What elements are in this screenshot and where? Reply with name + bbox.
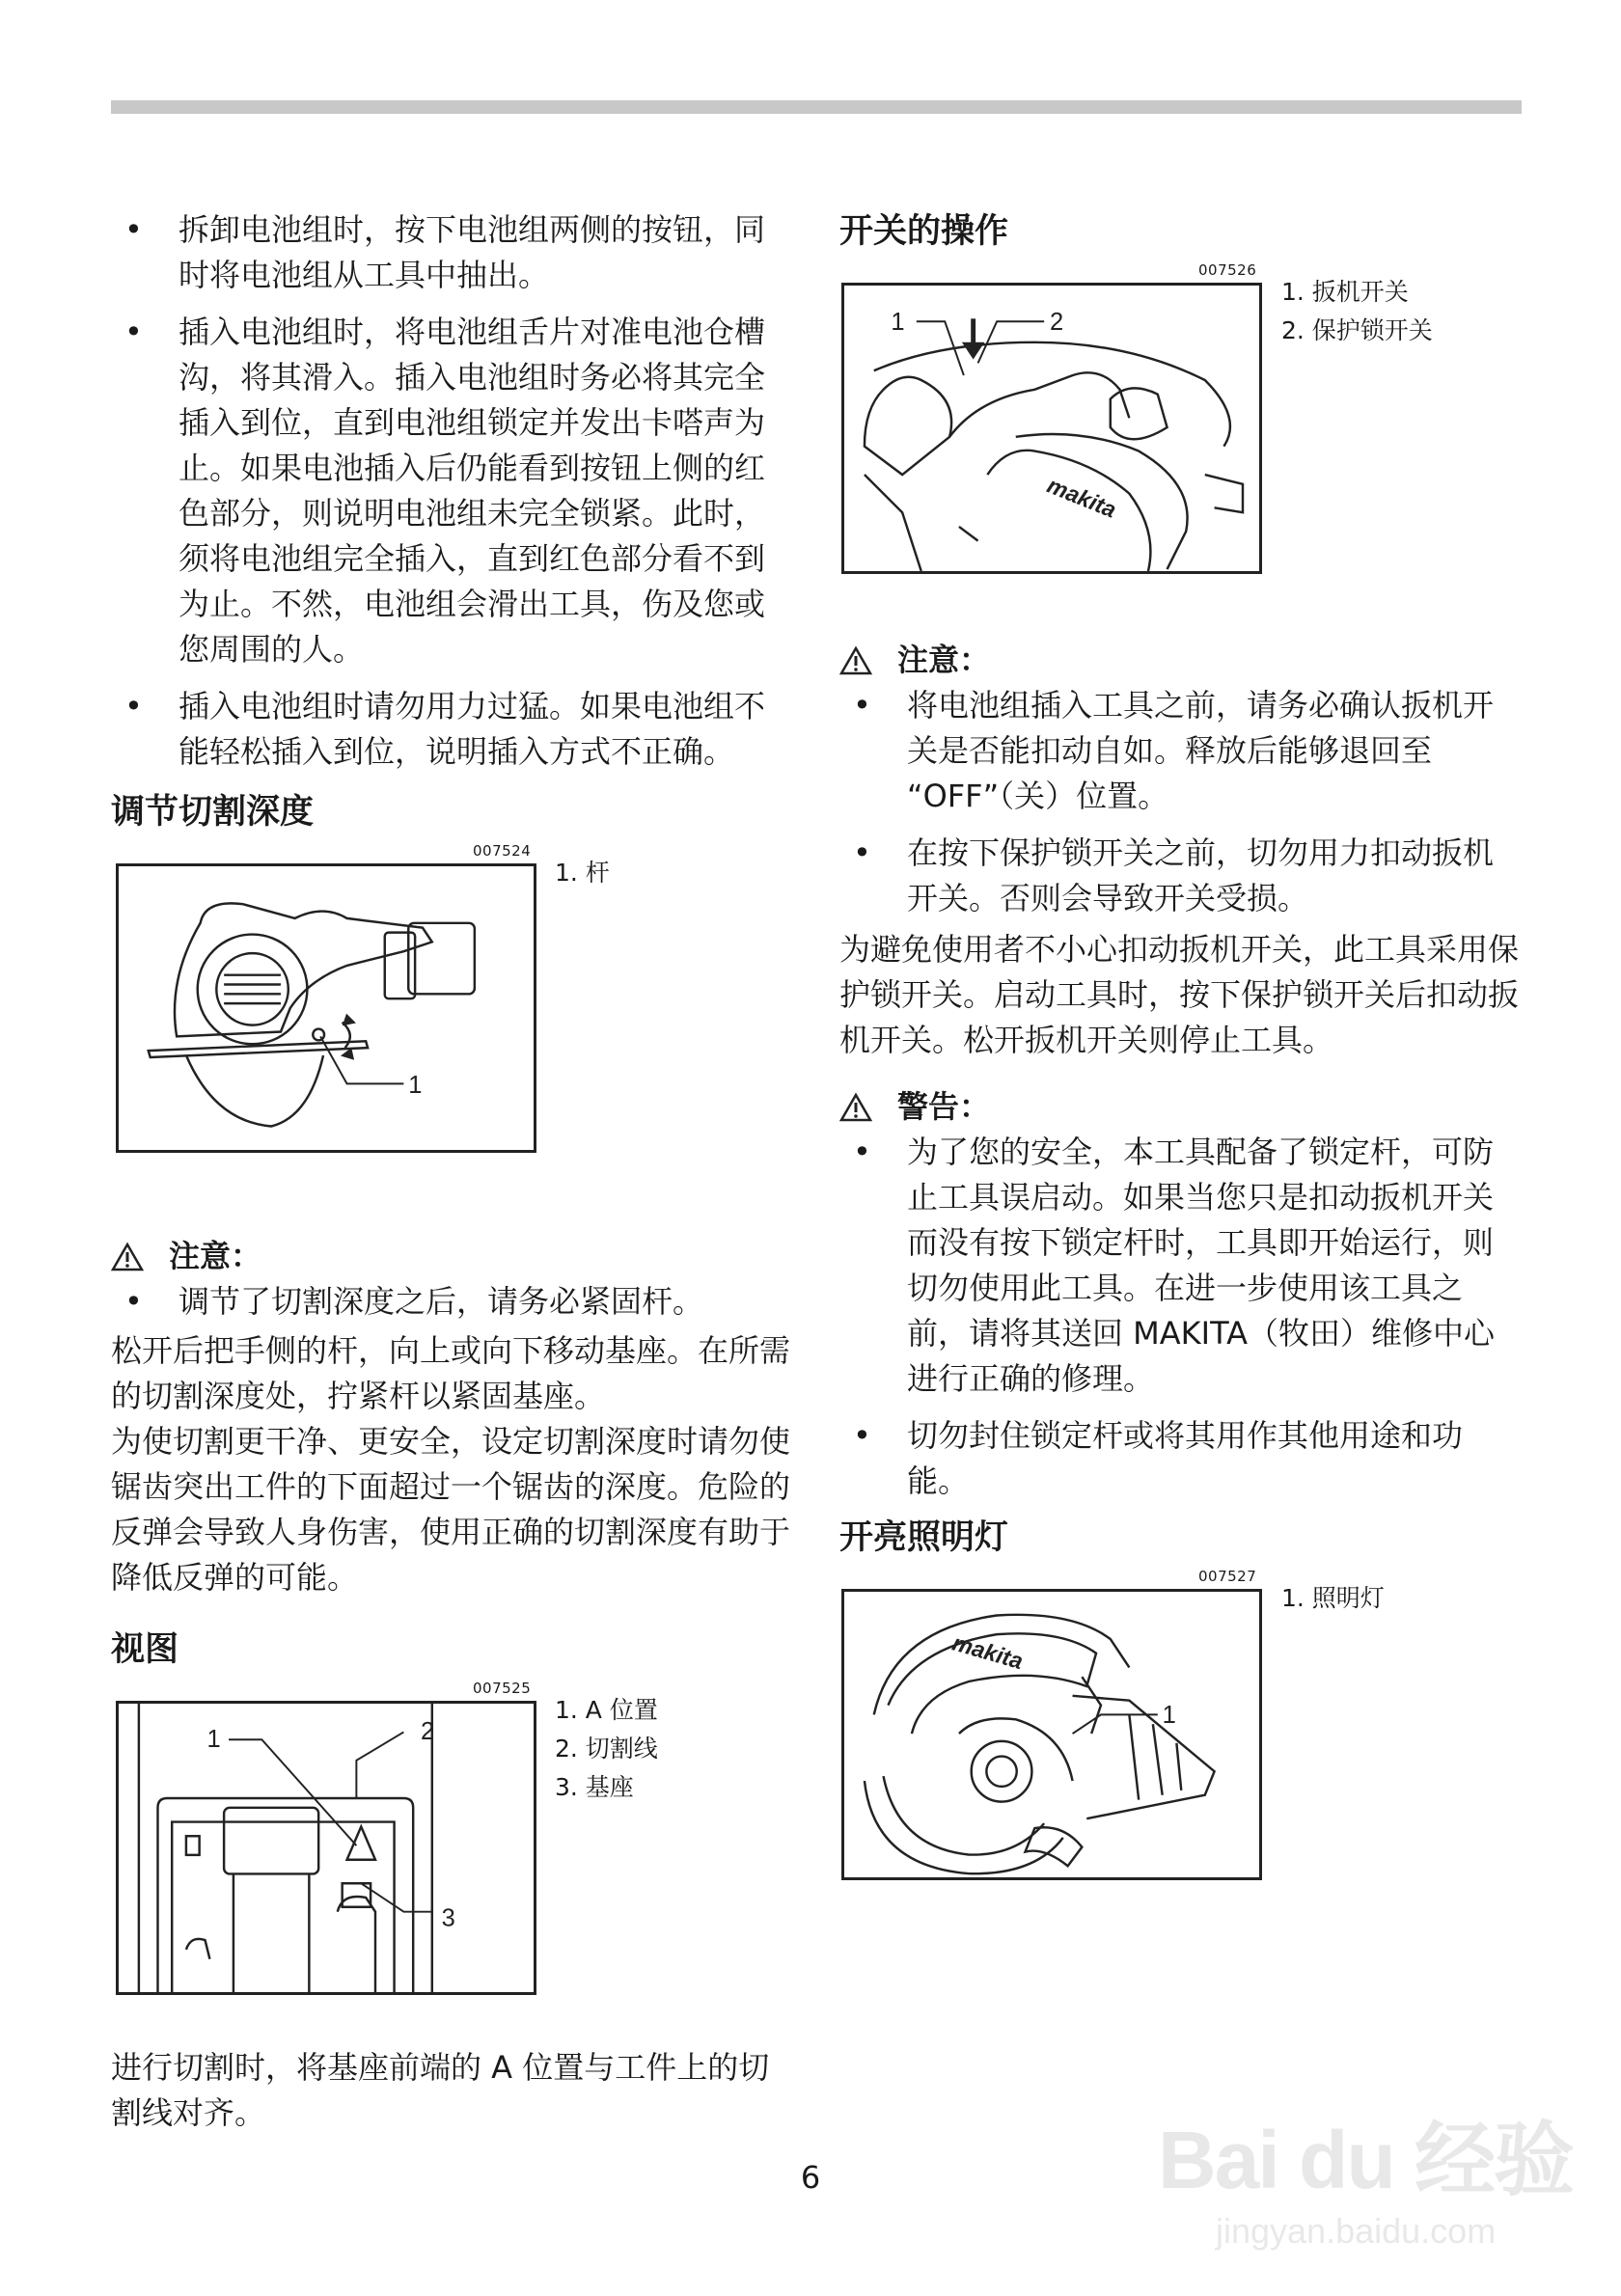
bullet-text: 在按下保护锁开关之前，切勿用力扣动扳机开关。否则会导致开关受损。 <box>907 834 1495 916</box>
figure-legend <box>1281 1579 1385 1618</box>
list-item <box>111 684 792 775</box>
list-item <box>839 683 1521 819</box>
list-item <box>839 1413 1521 1504</box>
list-item <box>111 207 792 298</box>
warning-heading <box>839 1084 1521 1130</box>
callout-label: 1 <box>206 1726 221 1754</box>
switch-closeup-illustration <box>844 286 1259 571</box>
warning-title: 警告： <box>897 1088 991 1125</box>
legend-item: 1. 扳机开关 <box>1281 278 1409 306</box>
legend-item: 1. A 位置 <box>555 1696 658 1724</box>
brand-logo-text: makita <box>949 1629 1027 1675</box>
bullet-dot: • <box>124 314 143 350</box>
figure-legend <box>1281 273 1433 350</box>
watermark-url: jingyan.baidu.com <box>1216 2211 1497 2251</box>
legend-item: 2. 保护锁开关 <box>1281 316 1433 344</box>
bullet-dot: • <box>853 687 871 724</box>
figure-code: 007525 <box>473 1680 532 1697</box>
callout-label: 1 <box>891 309 905 337</box>
warning-triangle-icon <box>839 1092 872 1123</box>
baidu-watermark <box>1158 2095 1574 2269</box>
warning-triangle-icon <box>111 1242 144 1272</box>
watermark-logo: Bai du 经验 <box>1158 2115 1574 2205</box>
figure-image-lamp <box>841 1589 1262 1880</box>
legend-item: 3. 基座 <box>555 1773 634 1801</box>
caution-heading <box>839 638 1521 683</box>
bullet-dot: • <box>124 211 143 248</box>
section-heading-switch: 开关的操作 <box>839 212 1009 251</box>
saw-lamp-illustration <box>844 1592 1259 1877</box>
section-heading-depth: 调节切割深度 <box>111 793 315 832</box>
figure-image-depth <box>116 863 536 1153</box>
section-heading-sight: 视图 <box>111 1630 179 1669</box>
legend-item: 2. 切割线 <box>555 1735 658 1763</box>
caution-heading <box>111 1234 792 1279</box>
bullet-dot: • <box>853 834 871 871</box>
callout-label: 1 <box>1162 1702 1176 1730</box>
paragraph: 为避免使用者不小心扣动扳机开关，此工具采用保护锁开关。启动工具时，按下保护锁开关后扣动扳机开关。松开扳机开关则停止工具。 <box>839 931 1520 1058</box>
bullet-text: 拆卸电池组时，按下电池组两侧的按钮，同时将电池组从工具中抽出。 <box>179 211 766 293</box>
figure-depth <box>111 836 792 1155</box>
paragraph: 进行切割时，将基座前端的 A 位置与工件上的切割线对齐。 <box>111 2049 770 2131</box>
caution-title: 注意： <box>897 642 991 678</box>
figure-image-switch <box>841 283 1262 574</box>
callout-label: 2 <box>421 1718 435 1746</box>
figure-code: 007527 <box>1198 1568 1257 1585</box>
callout-label: 3 <box>441 1904 455 1932</box>
bullet-text: 切勿封住锁定杆或将其用作其他用途和功能。 <box>907 1417 1464 1499</box>
brand-logo-text: makita <box>1043 472 1120 523</box>
header-rule <box>111 100 1522 114</box>
section-heading-lamp: 开亮照明灯 <box>839 1518 1009 1557</box>
circular-saw-side-illustration <box>119 866 534 1150</box>
list-item <box>839 831 1521 921</box>
bullet-dot: • <box>124 688 143 724</box>
bullet-dot: • <box>853 1134 871 1170</box>
bullet-text: 将电池组插入工具之前，请务必确认扳机开关是否能扣动自如。释放后能够退回至 “OFF”（关）位置。 <box>907 687 1495 814</box>
paragraph: 为使切割更干净、更安全，设定切割深度时请勿使锯齿突出工件的下面超过一个锯齿的深度。危险的反弹会导致人身伤害，使用正确的切割深度有助于降低反弹的可能。 <box>111 1423 791 1596</box>
paragraph: 松开后把手侧的杆，向上或向下移动基座。在所需的切割深度处，拧紧杆以紧固基座。 <box>111 1332 791 1414</box>
figure-switch <box>839 256 1521 584</box>
figure-legend <box>555 854 610 892</box>
left-column <box>111 207 792 2136</box>
caution-title: 注意： <box>169 1238 262 1274</box>
figure-lamp <box>839 1562 1521 1890</box>
bullet-text: 插入电池组时，将电池组舌片对准电池仓槽沟，将其滑入。插入电池组时务必将其完全插入到位，直到电池组锁定并发出卡嗒声为止。如果电池插入后仍能看到按钮上侧的红色部分，则说明电池组未完全锁紧。此时，须将电池组完全插入，直到红色部分看不到为止。不然，电池组会滑出工具，伤及您或您周围的人。 <box>179 314 766 668</box>
callout-label: 2 <box>1050 309 1064 337</box>
figure-code: 007526 <box>1198 261 1257 279</box>
saw-base-front-illustration <box>119 1704 534 1992</box>
figure-sight <box>111 1674 792 2007</box>
legend-item: 1. 杆 <box>555 859 610 887</box>
warning-triangle-icon <box>839 645 872 676</box>
bullet-text: 调节了切割深度之后，请务必紧固杆。 <box>179 1283 704 1320</box>
callout-label: 1 <box>408 1072 423 1100</box>
figure-image-sight <box>116 1701 536 1995</box>
figure-code: 007524 <box>473 842 532 860</box>
figure-legend <box>555 1691 658 1807</box>
bullet-text: 插入电池组时请勿用力过猛。如果电池组不能轻松插入到位，说明插入方式不正确。 <box>179 688 766 770</box>
legend-item: 1. 照明灯 <box>1281 1584 1385 1612</box>
right-column <box>839 207 1521 1890</box>
page-number: 6 <box>800 2159 821 2196</box>
list-item <box>111 1279 792 1325</box>
list-item <box>839 1130 1521 1402</box>
list-item <box>111 310 792 672</box>
bullet-dot: • <box>853 1417 871 1454</box>
bullet-dot: • <box>124 1283 143 1320</box>
bullet-text: 为了您的安全，本工具配备了锁定杆，可防止工具误启动。如果当您只是扣动扳机开关而没有按下锁定杆时，工具即开始运行，则切勿使用此工具。在进一步使用该工具之前，请将其送回 MAKITA（牧田）维修中心进行正确的修理。 <box>907 1134 1496 1397</box>
